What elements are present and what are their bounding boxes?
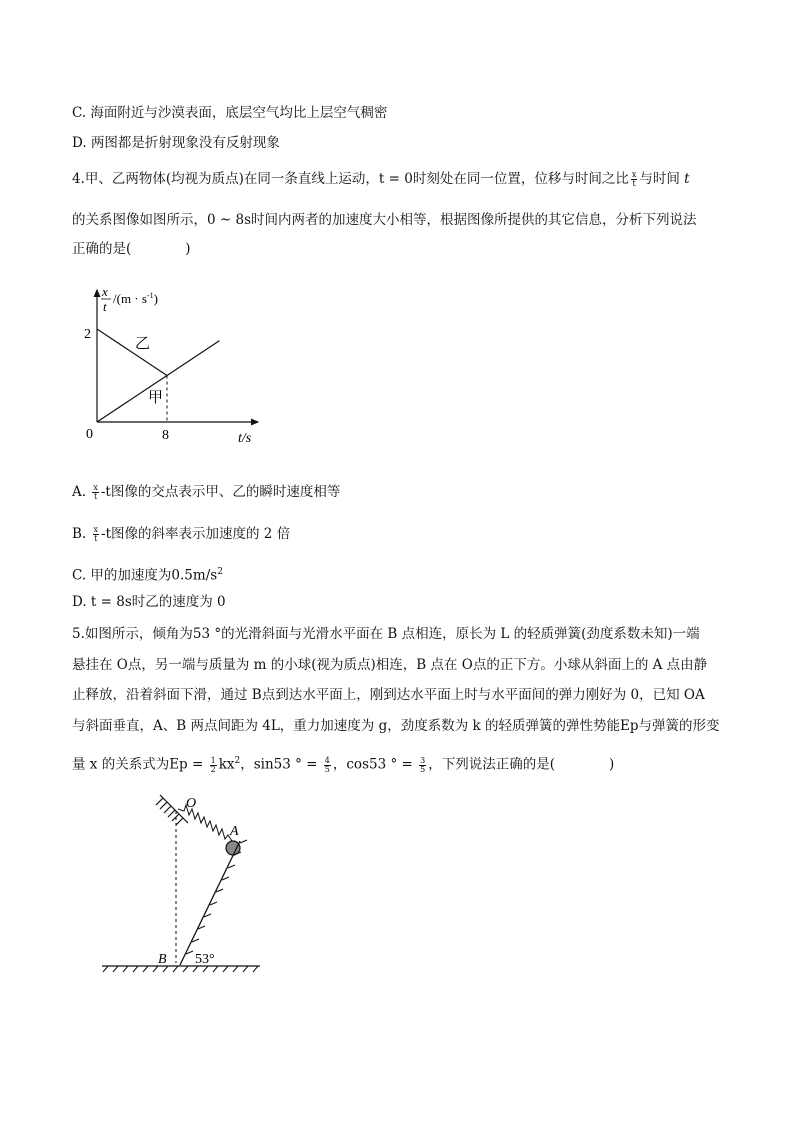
fraction-half: [210, 757, 217, 774]
point-o-label: O: [186, 796, 197, 811]
option-b-fraction: [93, 526, 100, 543]
option-q3-d: D. 两图都是折射现象没有反射现象: [72, 135, 280, 151]
option-b-prefix: B.: [72, 526, 87, 542]
fraction-numerator: x: [93, 483, 98, 492]
q4-stem-line1: [72, 170, 690, 188]
q4-stem-text-a: 4.甲、乙两物体(均视为质点)在同一条直线上运动，t = 0时刻处在同一位置，位移与时间之比: [72, 171, 629, 187]
q4-option-c: [72, 563, 223, 585]
option-a-text: -t图像的交点表示甲、乙的瞬时速度相等: [100, 484, 341, 500]
q5-line5-text-b: kx: [218, 756, 235, 773]
q5-stem-line2: 悬挂在 O点，另一端与质量为 m 的小球(视为质点)相连，B 点在 O点的正下方。小球从斜面上的 A 点由静: [72, 657, 708, 673]
q4-option-b: [72, 525, 290, 543]
y-label-denominator: t: [103, 299, 107, 314]
option-c-text: C. 甲的加速度为0.5m/s: [72, 567, 218, 584]
fraction-denominator: 5: [420, 764, 426, 774]
option-a-fraction: [92, 484, 99, 501]
q4-stem-line2: 的关系图像如图所示，0 ~ 8s时间内两者的加速度大小相等，根据图像所提供的其它信息，分析下列说法: [72, 212, 697, 228]
fraction-numerator: x: [93, 525, 99, 534]
fraction-denominator: 2: [210, 764, 216, 774]
option-c-superscript: 2: [217, 567, 223, 577]
angle-label: 53°: [195, 952, 215, 967]
q4-stem-text-b: 与时间: [639, 171, 685, 187]
point-a-label: A: [230, 824, 239, 839]
fraction-denominator: t: [94, 534, 98, 543]
q5-incline-diagram: [100, 785, 270, 975]
fraction-numerator: 1: [210, 755, 216, 765]
q4-option-d: D. t = 8s时乙的速度为 0: [72, 594, 226, 610]
option-q3-c: C. 海面附近与沙漠表面，底层空气均比上层空气稠密: [72, 105, 388, 121]
ground-hatching: [103, 966, 258, 972]
q5-line5-superscript: 2: [234, 756, 241, 766]
y-tick-2: 2: [84, 327, 91, 342]
q4-stem-line3: 正确的是( ): [72, 241, 191, 257]
option-a-prefix: A.: [72, 484, 87, 500]
series-line-yi: [97, 329, 167, 376]
x-tick-8: 8: [162, 428, 169, 443]
origin-label: 0: [86, 427, 93, 442]
q5-line5-text-a: 量 x 的关系式为Ep =: [72, 756, 208, 773]
fraction-denominator: 5: [324, 764, 330, 774]
q4-stem-fraction: [631, 171, 638, 188]
point-b-label: B: [158, 952, 167, 967]
fraction-four-fifths: [324, 757, 331, 774]
incline-surface: [180, 841, 240, 965]
fraction-denominator: t: [632, 179, 636, 188]
q4-stem-text-c: t: [684, 171, 690, 187]
q4-graph: [80, 280, 280, 450]
fraction-numerator: 3: [420, 755, 426, 765]
series-label-jia: 甲: [148, 390, 164, 406]
q5-stem-line1: 5.如图所示，倾角为53 °的光滑斜面与光滑水平面在 B 点相连，原长为 L 的轻质弹簧(劲度系数未知)一端: [72, 626, 700, 642]
fraction-denominator: t: [93, 492, 98, 501]
q5-line5-text-d: ，cos53 ° =: [332, 756, 418, 773]
fraction-three-fifths: [419, 757, 426, 774]
fraction-numerator: 4: [324, 755, 330, 765]
series-line-jia: [97, 341, 220, 422]
series-label-yi: 乙: [135, 336, 151, 352]
q5-stem-line5: [72, 752, 614, 774]
q5-line5-text-c: ，sin53 ° =: [240, 756, 322, 773]
x-axis-label: t/s: [238, 431, 252, 446]
y-axis-unit: $/(m \cdot s^{-1})$: [113, 291, 158, 306]
incline-hatching: [186, 840, 247, 954]
y-label-numerator: x: [102, 284, 108, 299]
option-b-text: -t图像的斜率表示加速度的 2 倍: [101, 526, 291, 542]
q5-stem-line4: 与斜面垂直，A、B 两点间距为 4L，重力加速度为 g，劲度系数为 k 的轻质弹簧的弹性势能Ep与弹簧的形变: [72, 718, 720, 734]
q4-option-a: [72, 483, 340, 501]
q5-stem-line3: 止释放，沿着斜面下滑，通过 B点到达水平面上，刚到达水平面上时与水平面间的弹力刚好为 0，已知 OA: [72, 687, 705, 703]
q5-line5-text-e: ，下列说法正确的是( ): [428, 756, 615, 773]
ceiling-support: [156, 795, 188, 825]
fraction-numerator: x: [631, 170, 637, 179]
